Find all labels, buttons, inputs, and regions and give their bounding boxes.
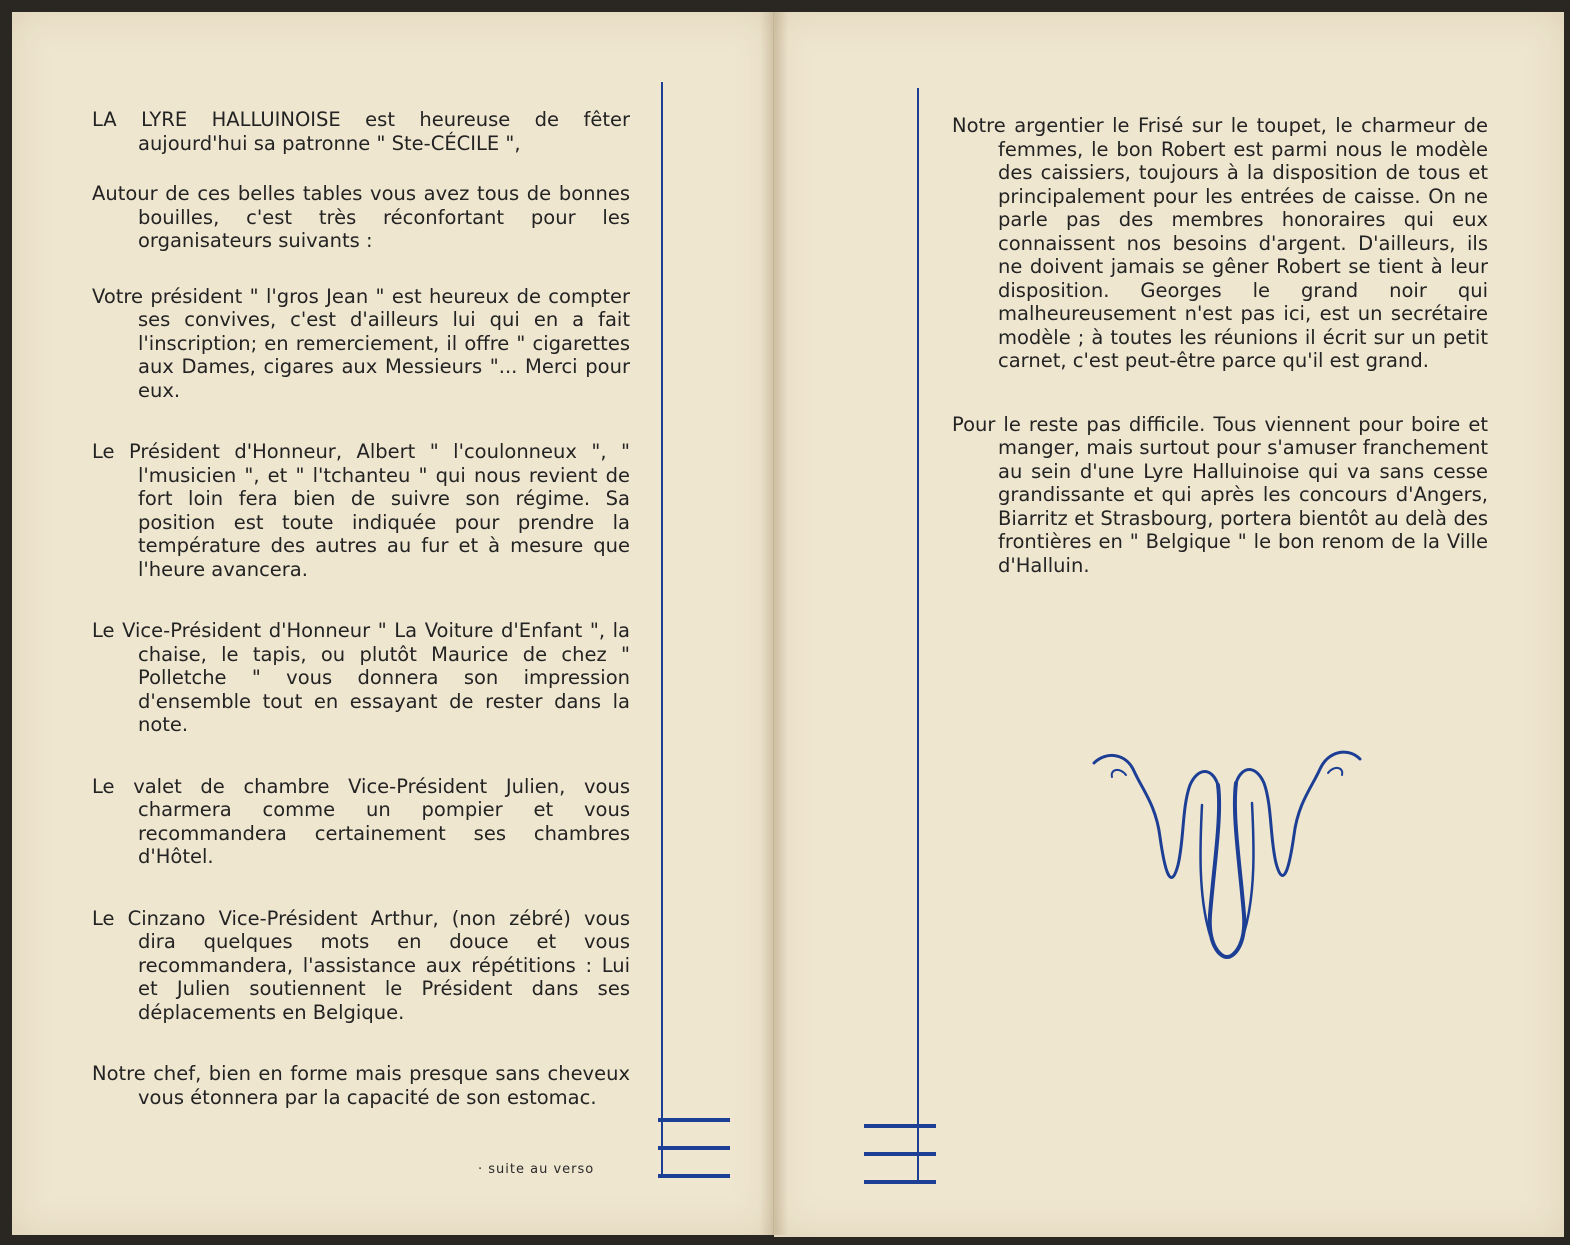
- right-vertical-rule: [917, 88, 919, 1182]
- paragraph-treasurer: Notre argentier le Frisé sur le toupet, le charmeur de femmes, le bon Robert est parmi nous le modèle des caissiers, toujours à la disposition de tous et principalement pour les entrées de caisse. On ne parle pas des membres honoraires qui eux connaissent nos besoins d'argent. D'ailleurs, ils ne doivent jamais se gêner Robert se tient à leur disposition. Georges le grand noir qui malheureusement n'est pas ici, est un secrétaire modèle ; à toutes les réunions il écrit sur un petit carnet, c'est peut-être parce qu'il est grand.: [952, 114, 1488, 372]
- continued-overleaf-note: · suite au verso: [478, 1162, 595, 1177]
- paragraph-vice-president-julien: Le valet de chambre Vice-Président Julien, vous charmera comme un pompier et vous recommandera certainement ses chambres d'Hôtel.: [92, 774, 630, 868]
- paragraph-closing: Pour le reste pas difficile. Tous viennent pour boire et manger, mais surtout pour s'amuser franchement au sein d'une Lyre Halluinoise qui va sans cesse grandissante et qui après les concours d'Angers, Biarritz et Strasbourg, portera bientôt au delà des frontières en " Belgique " le bon renom de la Ville d'Halluin.: [952, 412, 1488, 577]
- right-text-column: [952, 114, 1488, 577]
- paragraph-honorary-vice-president: Le Vice-Président d'Honneur " La Voiture d'Enfant ", la chaise, le tapis, ou plutôt Maurice de chez " Polletche " vous donnera son impression d'ensemble tout en essayant de rester dans la note.: [92, 619, 630, 736]
- center-fold: [760, 12, 788, 1235]
- paragraph-chef: Notre chef, bien en forme mais presque sans cheveux vous étonnera par la capacité de son estomac.: [92, 1062, 630, 1109]
- right-triple-bar-ornament: [864, 1124, 936, 1184]
- left-vertical-rule: [661, 82, 663, 1178]
- paragraph-president: Votre président " l'gros Jean " est heureux de compter ses convives, c'est d'ailleurs lui qui en a fait l'inscription; en remerciement, il offre " cigarettes aux Dames, cigares aux Messieurs "... Merci pour eux.: [92, 284, 630, 402]
- bar: [658, 1174, 730, 1178]
- bar: [864, 1180, 936, 1184]
- bar: [864, 1152, 936, 1156]
- paragraph-tables: Autour de ces belles tables vous avez tous de bonnes bouilles, c'est très réconfortant pour les organisateurs suivants :: [92, 182, 630, 252]
- paragraph-vice-president-arthur: Le Cinzano Vice-Président Arthur, (non zébré) vous dira quelques mots en douce et vous recommandera, l'assistance aux répétitions : Lui et Julien soutiennent le Président dans ses déplacements en Belgique.: [92, 906, 630, 1024]
- bar: [658, 1118, 730, 1122]
- paragraph-honorary-president: Le Président d'Honneur, Albert " l'coulonneux ", " l'musicien ", et " l'tchanteu " qui nous revient de fort loin fera bien de suivre son régime. Sa position est toute indiquée pour prendre la température des autres au fur et à mesure que l'heure avancera.: [92, 440, 630, 581]
- lyre-flourish-icon: [1086, 745, 1368, 965]
- bar: [864, 1124, 936, 1128]
- bar: [658, 1146, 730, 1150]
- left-text-column: [92, 108, 630, 1109]
- left-triple-bar-ornament: [658, 1118, 730, 1178]
- paragraph-intro: LA LYRE HALLUINOISE est heureuse de fêter aujourd'hui sa patronne " Ste-CÉCILE ",: [92, 108, 630, 155]
